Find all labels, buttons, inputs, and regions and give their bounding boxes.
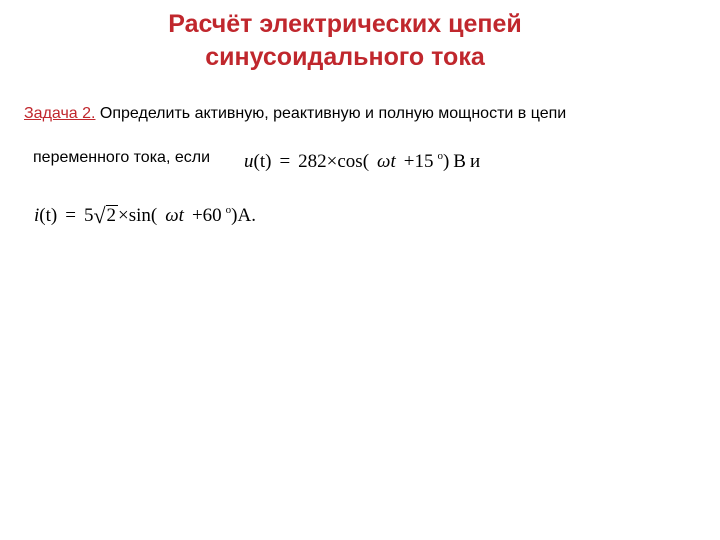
current-phase: 60 [202,205,222,226]
task-text: Определить активную, реактивную и полную мощности в цепи [99,105,567,122]
sqrt-radicand: 2 [106,205,117,226]
current-close-paren: ) [231,205,238,226]
slide-title [0,8,690,74]
task-label: Задача 2. [24,105,96,122]
voltage-unit: В [453,151,466,172]
voltage-equals: = [279,151,291,172]
current-formula [34,198,256,228]
voltage-plus: + [403,151,415,172]
voltage-close-paren: ) [442,151,450,172]
slide-title-line-2: синусоидального тока [205,43,485,71]
voltage-formula [244,144,480,174]
voltage-omega-t: ωt [377,151,396,172]
voltage-argument: (t) [253,151,272,172]
current-times: × [118,205,129,226]
current-unit: А. [237,205,256,226]
current-coefficient: 5 [83,205,94,226]
current-function: sin( [128,205,158,226]
current-plus: + [191,205,203,226]
voltage-symbol: u [244,151,254,172]
sqrt-sign-icon: √ [93,203,106,228]
current-symbol: i [34,205,40,226]
voltage-conjunction: и [469,151,481,172]
current-argument: (t) [39,205,58,226]
current-omega-t: ωt [165,205,184,226]
current-degree: o [225,204,232,216]
voltage-degree: o [437,150,443,162]
square-root [93,204,118,228]
voltage-phase: 15 [414,151,434,172]
voltage-times: × [326,151,338,172]
voltage-amplitude: 282 [298,151,327,172]
task-continuation: переменного тока, если [33,149,211,166]
task-statement [24,104,566,124]
current-equals: = [65,205,76,226]
slide-title-line-1: Расчёт электрических цепей [168,10,522,38]
voltage-function: cos( [337,151,370,172]
